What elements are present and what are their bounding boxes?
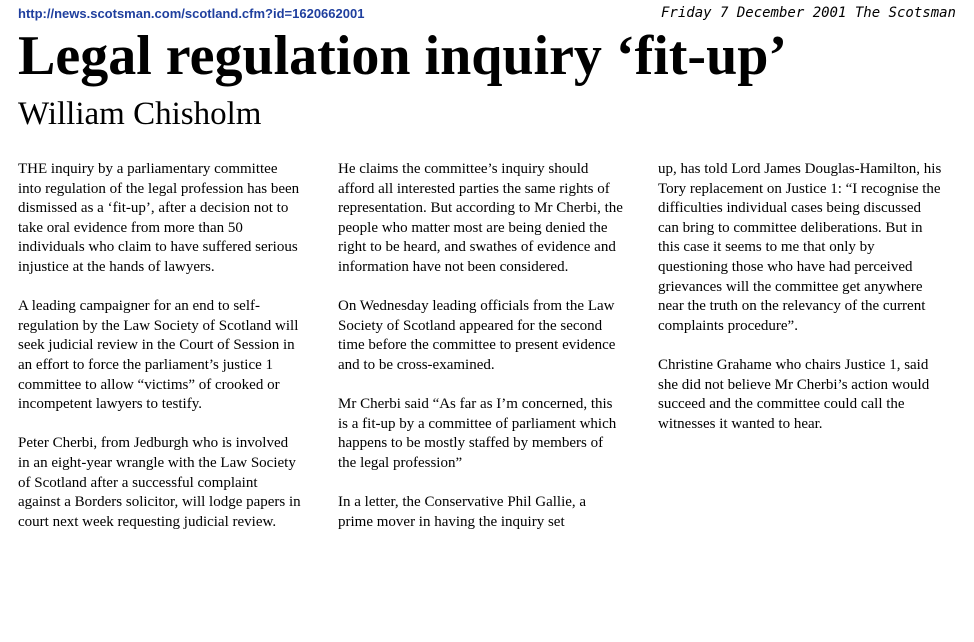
paragraph: He claims the committee’s inquiry should afford all interested parties the same rights of representation. But according to Mr Cherbi, the people who matter most are being denied the right to be heard, and swathes of evidence and information have not been considered. <box>338 161 623 275</box>
paragraph: THE inquiry by a parliamentary committee into regulation of the legal profession has been dismissed as a ‘fit-up’, after a decision not to take oral evidence from more than 50 individuals who claim to have suffered serious injustice at the hands of lawyers. <box>18 161 300 275</box>
paragraph: up, has told Lord James Douglas-Hamilton, his Tory replacement on Justice 1: “I recognise the difficulties individual cases being discussed can bring to committee deliberations. But in this case it seems to me that only by questioning those who have had perceived grievances will the committee get anywhere near the truth on the relevancy of the current complaints procedure”. <box>658 161 942 334</box>
headline: Legal regulation inquiry ‘fit-up’ <box>18 25 788 87</box>
article-column-2 <box>338 160 623 552</box>
paragraph: Peter Cherbi, from Jedburgh who is involved in an eight-year wrangle with the Law Society of Scotland after a successful complaint against a Borders solicitor, will lodge papers in court next week requesting judicial review. <box>18 435 301 530</box>
article-column-1 <box>18 160 303 552</box>
source-url-link[interactable]: http://news.scotsman.com/scotland.cfm?id=1620662001 <box>18 6 365 21</box>
dateline: Friday 7 December 2001 The Scotsman <box>660 5 956 21</box>
paragraph: Mr Cherbi said “As far as I’m concerned, this is a fit-up by a committee of parliament which happens to be mostly staffed by members of the legal profession” <box>338 396 617 471</box>
paragraph: On Wednesday leading officials from the Law Society of Scotland appeared for the second time before the committee to present evidence and to be cross-examined. <box>338 298 616 373</box>
byline: William Chisholm <box>18 96 262 132</box>
paragraph: Christine Grahame who chairs Justice 1, said she did not believe Mr Cherbi’s action would succeed and the committee could call the witnesses it wanted to hear. <box>658 356 930 432</box>
paragraph: A leading campaigner for an end to self-regulation by the Law Society of Scotland will seek judicial review in the Court of Session in an effort to force the parliament’s justice 1 committee to allow “victims” of crooked or incompetent lawyers to testify. <box>18 298 299 413</box>
article-column-3 <box>658 160 943 454</box>
paragraph: In a letter, the Conservative Phil Gallie, a prime mover in having the inquiry set <box>338 494 587 530</box>
